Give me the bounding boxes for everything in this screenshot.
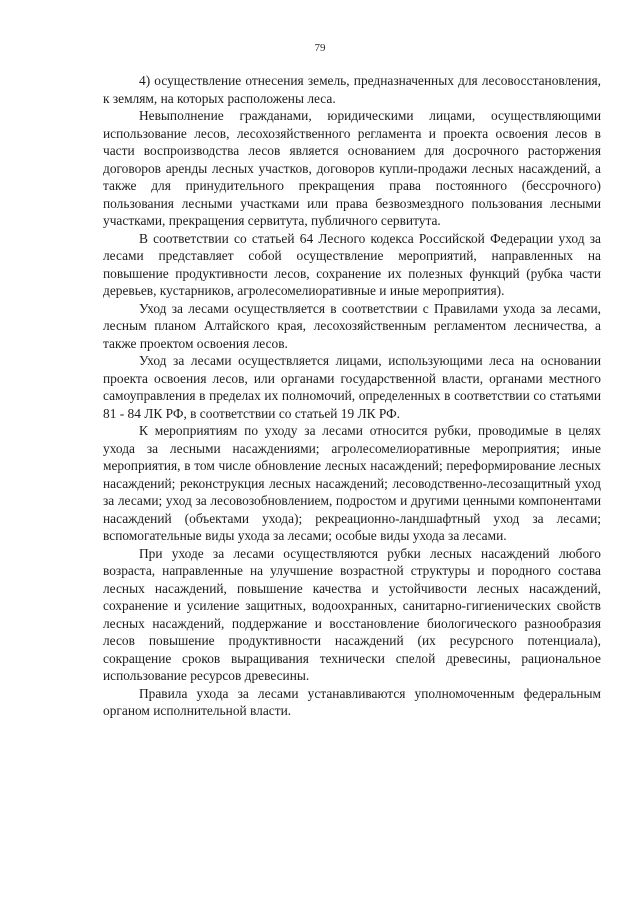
page-number: 79	[314, 42, 326, 54]
paragraph-noncompliance: Невыполнение гражданами, юридическими лицами, осуществляющими использование лесов, лесохозяйственного регламента и проекта освоения лесов в части воспроизводства лесов является основанием для досрочного расторжения договоров аренды лесных участков, договоров купли-продажи лесных насаждений, а также для принудительного прекращения права постоянного (бессрочного) пользования лесными участками или права безвозмездного пользования лесными участками, прекращения сервитута, публичного сервитута.	[103, 108, 601, 228]
paragraph-rules-authority: Правила ухода за лесами устанавливаются уполномоченным федеральным органом исполнительной власти.	[103, 685, 601, 718]
document-body	[103, 72, 601, 720]
paragraph-care-rules: Уход за лесами осуществляется в соответствии с Правилами ухода за лесами, лесным планом Алтайского края, лесохозяйственным регламентом лесничества, а также проектом освоения лесов.	[103, 300, 601, 351]
paragraph-felling-purposes: При уходе за лесами осуществляются рубки лесных насаждений любого возраста, направленные на улучшение возрастной структуры и породного состава лесных насаждений, повышение качества и устойчивости лесных насаждений, сохранение и усиление защитных, водоохранных, санитарно-гигиенических свойств лесных насаждений, поддержание и восстановление биологического разнообразия лесов повышение продуктивности насаждений (их ресурсного потенциала), сокращение сроков выращивания технически спелой древесины, рациональное использование ресурсов древесины.	[103, 545, 601, 683]
paragraph-land-allocation: 4) осуществление отнесения земель, предназначенных для лесовосстановления, к землям, на которых расположены леса.	[103, 73, 601, 106]
paragraph-article-64: В соответствии со статьей 64 Лесного кодекса Российской Федерации уход за лесами представляет собой осуществление мероприятий, направленных на повышение продуктивности лесов, сохранение их полезных функций (рубка части деревьев, кустарников, агролесомелиоративные и иные мероприятия).	[103, 230, 601, 298]
paragraph-care-measures: К мероприятиям по уходу за лесами относится рубки, проводимые в целях ухода за лесными насаждениями; агролесомелиоративные мероприятия; иные мероприятия, в том числе обновление лесных насаждений; переформирование лесных насаждений; реконструкция лесных насаждений; лесоводственно-лесозащитный уход за лесами; уход за лесовозобновлением, подростом и другими ценными компонентами насаждений (объектами ухода); рекреационно-ландшафтный уход за лесами; вспомогательные виды ухода за лесами; особые виды ухода за лесами.	[103, 423, 601, 543]
paragraph-responsible-parties: Уход за лесами осуществляется лицами, использующими леса на основании проекта освоения лесов, или органами государственной власти, органами местного самоуправления в пределах их полномочий, определенных в соответствии со статьями 81 - 84 ЛК РФ, в соответствии со статьей 19 ЛК РФ.	[103, 353, 601, 421]
